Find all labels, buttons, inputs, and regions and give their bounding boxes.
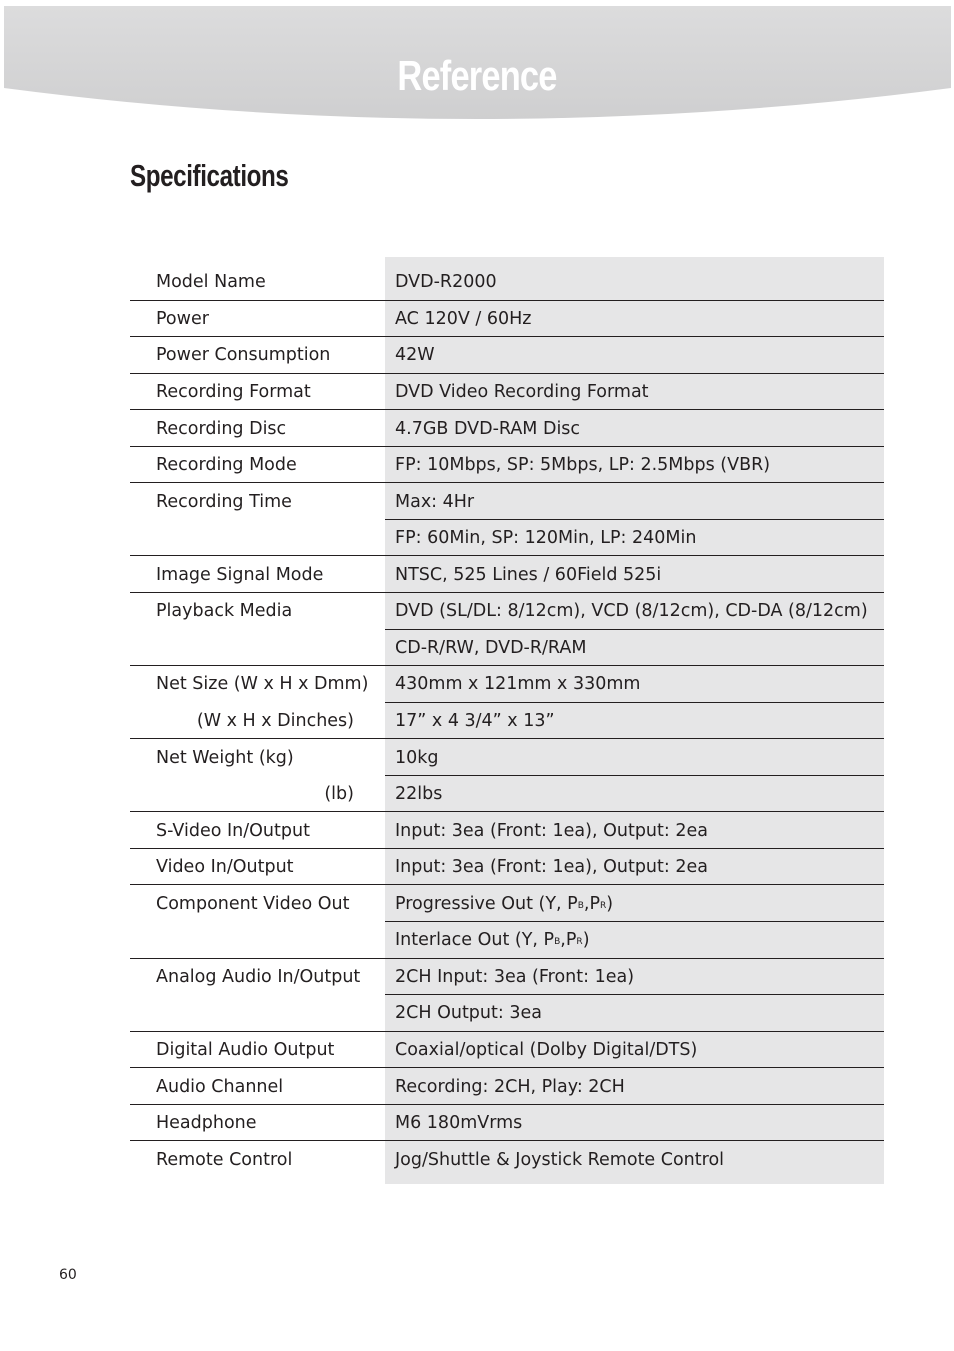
specifications-table: [130, 257, 884, 1184]
spec-value: 42W: [395, 345, 435, 365]
table-row: [130, 263, 884, 300]
row-divider: [130, 555, 884, 556]
page-header-title: Reference: [397, 52, 557, 99]
table-row: [130, 629, 884, 666]
spec-label: Component Video Out: [156, 894, 350, 914]
row-divider: [130, 1140, 884, 1141]
subscript-b: B: [554, 937, 561, 947]
row-divider: [130, 446, 884, 447]
spec-value: Input: 3ea (Front: 1ea), Output: 2ea: [395, 857, 708, 877]
table-row: [130, 848, 884, 885]
spec-value: NTSC, 525 Lines / 60Field 525i: [395, 565, 662, 585]
spec-value: AC 120V / 60Hz: [395, 309, 532, 329]
table-row: [130, 885, 884, 922]
row-divider: [130, 884, 884, 885]
row-divider: [130, 373, 884, 374]
spec-value: 10kg: [395, 748, 439, 768]
table-row: [130, 519, 884, 556]
spec-label: Recording Mode: [156, 455, 297, 475]
section-title: Specifications: [130, 158, 289, 193]
table-row: [130, 373, 884, 410]
spec-label: Net Size (W x H x Dmm): [156, 674, 369, 694]
page-number: 60: [59, 1267, 77, 1283]
row-divider: [130, 1067, 884, 1068]
spec-label: (W x H x Dinches): [196, 711, 354, 731]
spec-label: Playback Media: [156, 601, 293, 621]
row-divider: [385, 519, 884, 520]
row-divider: [130, 811, 884, 812]
spec-value: 2CH Input: 3ea (Front: 1ea): [395, 967, 635, 987]
table-row: [130, 739, 884, 776]
table-row: [130, 665, 884, 702]
row-divider: [385, 921, 884, 922]
row-divider: [130, 1031, 884, 1032]
table-row: [130, 592, 884, 629]
value-text: ,P: [560, 930, 577, 950]
spec-label: (lb): [324, 784, 354, 804]
row-divider: [130, 409, 884, 410]
spec-value: DVD (SL/DL: 8/12cm), VCD (8/12cm), CD-DA (8/12cm): [395, 601, 868, 621]
spec-label: Image Signal Mode: [156, 565, 324, 585]
table-row: [130, 921, 884, 958]
value-text: Progressive Out (Y, P: [395, 894, 578, 914]
spec-label: Audio Channel: [156, 1077, 284, 1097]
table-row: [130, 1141, 884, 1178]
row-divider: [385, 702, 884, 703]
spec-value: [395, 894, 613, 914]
spec-value: Input: 3ea (Front: 1ea), Output: 2ea: [395, 821, 708, 841]
table-row: [130, 336, 884, 373]
row-divider: [130, 300, 884, 301]
spec-value: DVD Video Recording Format: [395, 382, 649, 402]
spec-label: S-Video In/Output: [156, 821, 310, 841]
row-divider: [130, 482, 884, 483]
table-row: [130, 994, 884, 1031]
table-row: [130, 958, 884, 995]
row-divider: [130, 1104, 884, 1105]
table-row: [130, 812, 884, 849]
spec-label: Recording Disc: [156, 419, 287, 439]
spec-label: Recording Format: [156, 382, 311, 402]
spec-value: Jog/Shuttle & Joystick Remote Control: [395, 1150, 725, 1170]
spec-label: Video In/Output: [156, 857, 294, 877]
spec-value: 2CH Output: 3ea: [395, 1003, 542, 1023]
spec-value: Recording: 2CH, Play: 2CH: [395, 1077, 625, 1097]
row-divider: [130, 738, 884, 739]
spec-label: Net Weight (kg): [156, 748, 294, 768]
value-text: Interlace Out (Y, P: [395, 930, 555, 950]
subscript-r: R: [600, 901, 607, 911]
spec-value: Max: 4Hr: [395, 492, 475, 512]
spec-value: [395, 930, 590, 950]
table-row: [130, 483, 884, 520]
subscript-b: B: [577, 901, 584, 911]
spec-value: 22lbs: [395, 784, 443, 804]
spec-value: 4.7GB DVD-RAM Disc: [395, 419, 581, 439]
row-divider: [385, 629, 884, 630]
spec-value: 17” x 4 3/4” x 13”: [395, 711, 555, 731]
spec-label: Digital Audio Output: [156, 1040, 335, 1060]
value-text: ,P: [583, 894, 601, 914]
spec-label: Model Name: [156, 272, 266, 292]
row-divider: [385, 775, 884, 776]
table-row: [130, 446, 884, 483]
row-divider: [130, 665, 884, 666]
spec-value: Coaxial/optical (Dolby Digital/DTS): [395, 1040, 698, 1060]
row-divider: [130, 848, 884, 849]
table-row: [130, 1104, 884, 1141]
spec-label: Recording Time: [156, 492, 292, 512]
row-divider: [130, 958, 884, 959]
spec-label: Remote Control: [156, 1150, 293, 1170]
spec-label: Power Consumption: [156, 345, 331, 365]
table-row: [130, 702, 884, 739]
value-text: ): [606, 894, 614, 914]
row-divider: [130, 336, 884, 337]
spec-label: Analog Audio In/Output: [156, 967, 361, 987]
spec-value: FP: 60Min, SP: 120Min, LP: 240Min: [395, 528, 697, 548]
table-row: [130, 300, 884, 337]
spec-value: DVD-R2000: [395, 272, 497, 292]
value-text: ): [582, 930, 590, 950]
row-divider: [130, 592, 884, 593]
spec-value: FP: 10Mbps, SP: 5Mbps, LP: 2.5Mbps (VBR): [395, 455, 771, 475]
spec-label: Power: [156, 309, 209, 329]
spec-value: M6 180mVrms: [395, 1113, 523, 1133]
spec-value: CD-R/RW, DVD-R/RAM: [395, 638, 587, 658]
spec-label: Headphone: [156, 1113, 257, 1133]
subscript-r: R: [576, 937, 583, 947]
table-row: [130, 410, 884, 447]
table-row: [130, 1068, 884, 1105]
table-row: [130, 775, 884, 812]
table-row: [130, 1031, 884, 1068]
row-divider: [385, 994, 884, 995]
spec-value: 430mm x 121mm x 330mm: [395, 674, 641, 694]
table-row: [130, 556, 884, 593]
